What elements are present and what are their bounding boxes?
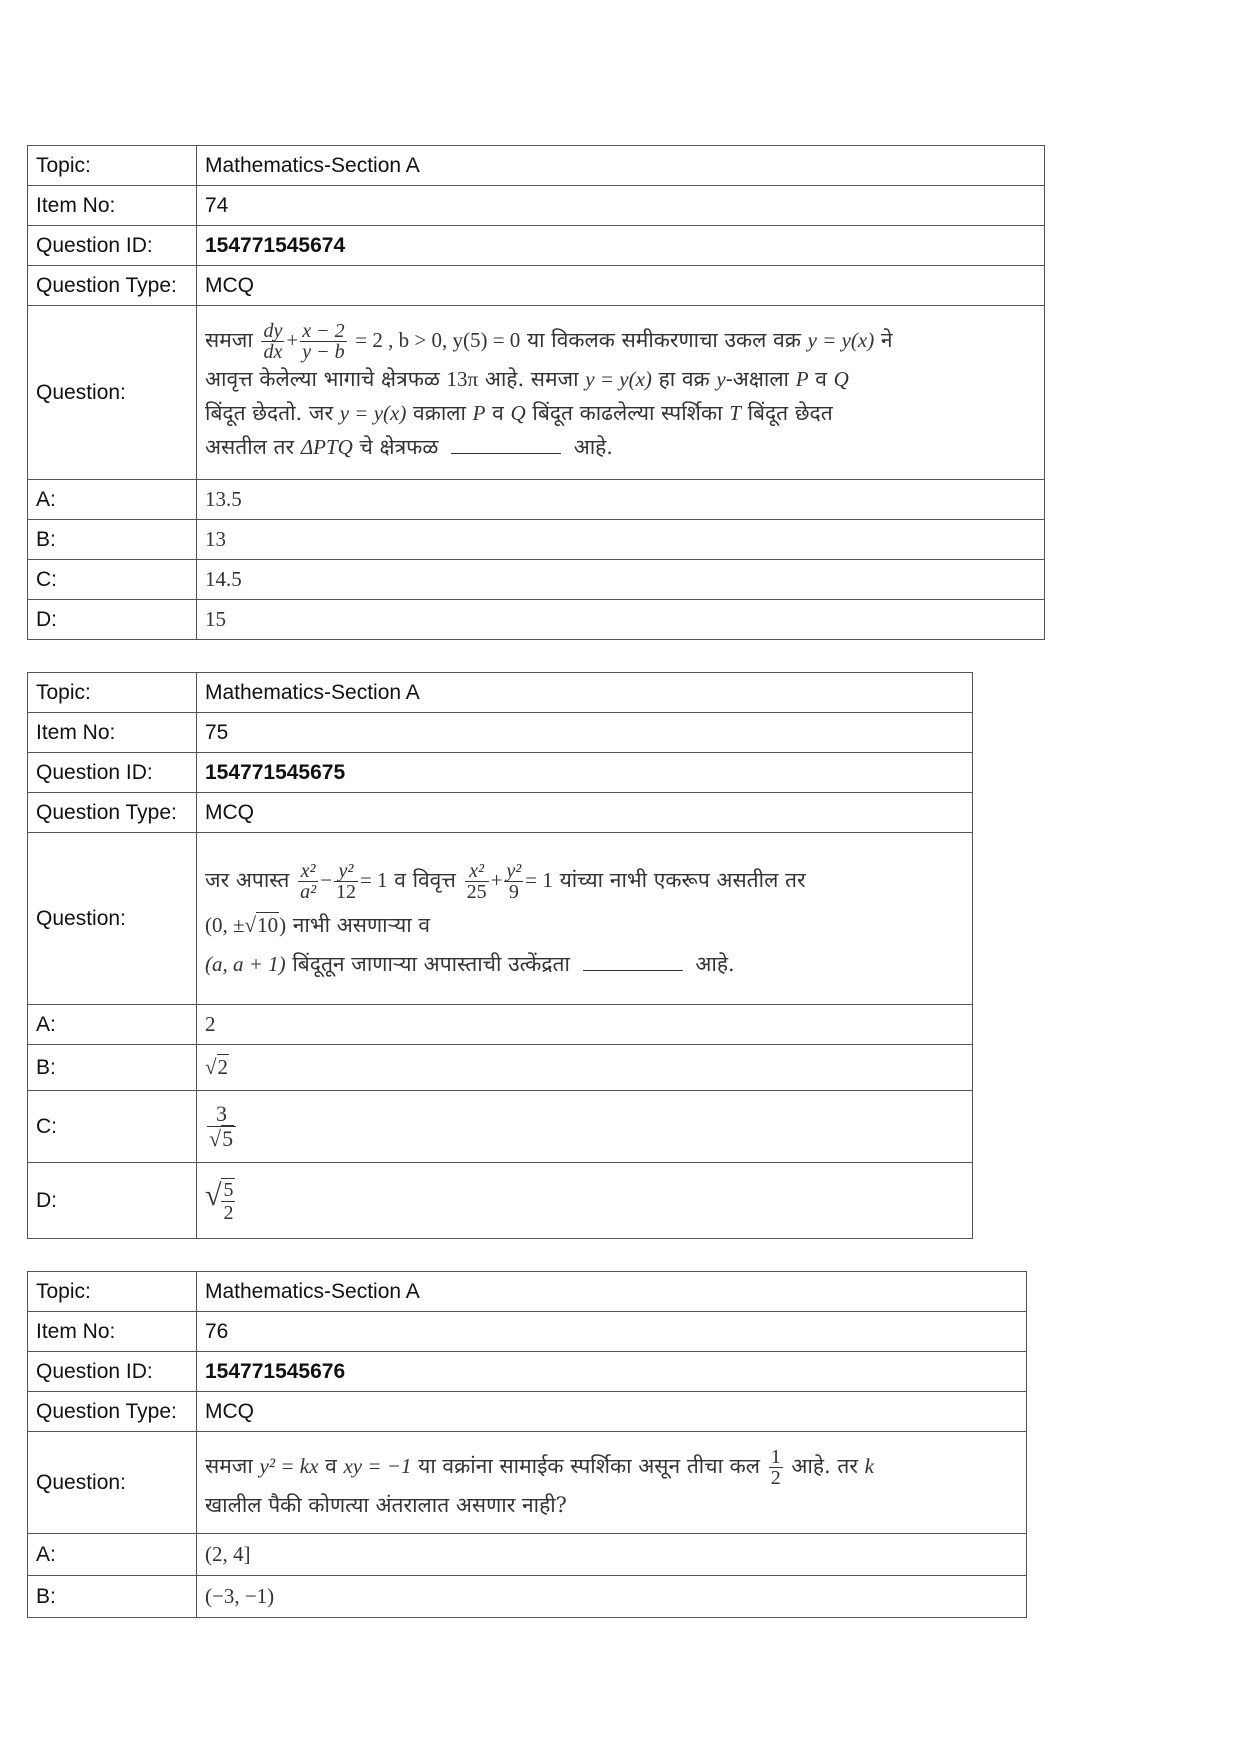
topic-label: Topic:	[28, 673, 197, 713]
topic-value: Mathematics-Section A	[197, 1272, 1027, 1312]
option-d-value: 15	[197, 600, 1045, 640]
fraction-x2-a2: $\frac{\text{x²}}{\text{a²}}$	[300, 859, 317, 903]
question-label: Question:	[28, 1432, 197, 1534]
topic-label: Topic:	[28, 146, 197, 186]
question-label: Question:	[28, 833, 197, 1005]
option-a-label: A:	[28, 1005, 197, 1045]
question-type-value: MCQ	[197, 1392, 1027, 1432]
item-no-label: Item No:	[28, 713, 197, 753]
topic-label: Topic:	[28, 1272, 197, 1312]
option-b-value: (−3, −1)	[197, 1576, 1027, 1618]
question-type-label: Question Type:	[28, 266, 197, 306]
option-c-value: 14.5	[197, 560, 1045, 600]
option-b-label: B:	[28, 1576, 197, 1618]
item-no-value: 75	[197, 713, 973, 753]
fraction-slope: $\frac{1}{2}$	[770, 1445, 781, 1489]
focus-point: (0, ±√10)	[205, 912, 287, 937]
question-type-label: Question Type:	[28, 1392, 197, 1432]
question-id-value: 154771545676	[197, 1352, 1027, 1392]
question-text	[197, 306, 1045, 480]
question-line-1: समजा y² = kx व xy = −1 या वक्रांना सामाईक स्पर्शिका असून तीचा कल $\frac{1}{2}$ आहे. तर k	[205, 1445, 874, 1489]
option-c-label: C:	[28, 1091, 197, 1163]
option-c-label: C:	[28, 560, 197, 600]
question-id-value: 154771545674	[197, 226, 1045, 266]
question-table-75	[27, 672, 973, 1239]
option-b-value: √2	[197, 1045, 973, 1091]
question-label: Question:	[28, 306, 197, 480]
question-line-4: असतील तर ΔPTQ चे क्षेत्रफळ आहे.	[205, 435, 613, 459]
fraction-y2-12: $\frac{\text{y²}}{12}$	[335, 859, 356, 903]
question-table-74	[27, 145, 1045, 640]
question-text	[197, 1432, 1027, 1534]
item-no-label: Item No:	[28, 186, 197, 226]
option-a-value: (2, 4]	[197, 1534, 1027, 1576]
item-no-label: Item No:	[28, 1312, 197, 1352]
topic-value: Mathematics-Section A	[197, 146, 1045, 186]
option-c-value: $\frac{3}{√5}$	[197, 1091, 973, 1163]
item-no-value: 76	[197, 1312, 1027, 1352]
option-d-label: D:	[28, 1163, 197, 1239]
fraction-x2-25: $\frac{\text{x²}}{25}$	[466, 859, 487, 903]
item-no-value: 74	[197, 186, 1045, 226]
question-id-label: Question ID:	[28, 1352, 197, 1392]
question-line-1: समजा $\frac{dy}{dx}$ + $\frac{x - 2}{y - b}$ = 2 , b > 0, y(5) = 0 या विकलक समीकरणाचा उकल वक्र y = y(x) ने	[205, 320, 893, 363]
question-table-76	[27, 1271, 1027, 1618]
question-id-label: Question ID:	[28, 753, 197, 793]
topic-value: Mathematics-Section A	[197, 673, 973, 713]
option-b-value: 13	[197, 520, 1045, 560]
fraction-x-minus-2: $\frac{x - 2}{y - b}$	[302, 320, 345, 363]
question-id-label: Question ID:	[28, 226, 197, 266]
fraction-y2-9: $\frac{\text{y²}}{9}$	[506, 859, 522, 903]
answer-blank	[583, 969, 683, 971]
fraction-dy-dx: $\frac{dy}{dx}$	[263, 320, 283, 363]
question-line-2: खालील पैकी कोणत्या अंतरालात असणार नाही?	[205, 1492, 567, 1517]
question-text	[197, 833, 973, 1005]
option-b-label: B:	[28, 1045, 197, 1091]
option-a-label: A:	[28, 480, 197, 520]
option-a-label: A:	[28, 1534, 197, 1576]
answer-blank	[451, 452, 561, 454]
option-d-label: D:	[28, 600, 197, 640]
question-line-2: (0, ±√10) नाभी असणाऱ्या व	[205, 912, 431, 937]
question-type-label: Question Type:	[28, 793, 197, 833]
question-id-value: 154771545675	[197, 753, 973, 793]
option-d-value: √ $\frac{5}{2}$	[197, 1163, 973, 1239]
option-a-value: 13.5	[197, 480, 1045, 520]
option-a-value: 2	[197, 1005, 973, 1045]
question-line-1: जर अपास्त $\frac{\text{x²}}{\text{a²}}$ − $\frac{\text{y²}}{12}$ = 1 व विवृत्त $\frac{\text{x²}}{25}$ + $\frac{\text{y²}}{9}$ = 1 यांच्या नाभी एकरूप असतील तर	[205, 859, 806, 903]
question-line-3: बिंदूत छेदतो. जर y = y(x) वक्राला P व Q बिंदूत काढलेल्या स्पर्शिका T बिंदूत छेदत	[205, 401, 833, 425]
question-type-value: MCQ	[197, 793, 973, 833]
question-line-3: (a, a + 1) बिंदूतून जाणाऱ्या अपास्ताची उत्केंद्रता आहे.	[205, 951, 735, 976]
question-line-2: आवृत्त केलेल्या भागाचे क्षेत्रफळ 13π आहे. समजा y = y(x) हा वक्र y-अक्षाला P व Q	[205, 367, 849, 391]
question-type-value: MCQ	[197, 266, 1045, 306]
option-b-label: B:	[28, 520, 197, 560]
